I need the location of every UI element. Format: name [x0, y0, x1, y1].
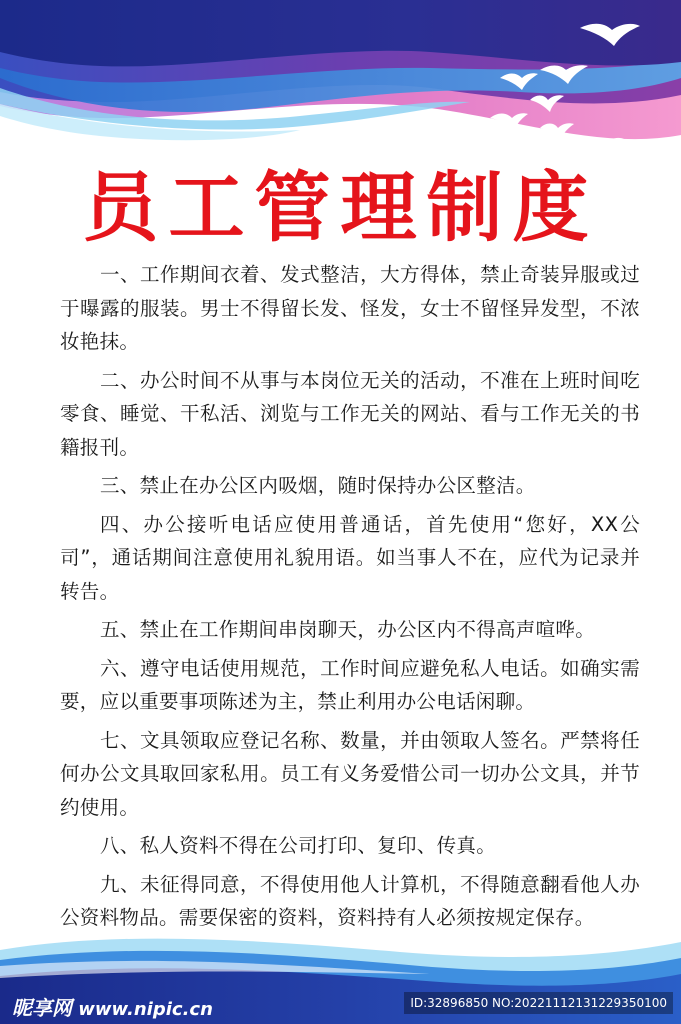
rule-item: 一、工作期间衣着、发式整洁，大方得体，禁止奇装异服或过于曝露的服装。男士不得留长发、怪发，女士不留怪异发型，不浓妆艳抹。	[60, 263, 640, 353]
rule-item: 七、文具领取应登记名称、数量，并由领取人签名。严禁将任何办公文具取回家私用。员工有义务爱惜公司一切办公文具，并节约使用。	[60, 728, 640, 819]
rule-item: 九、未征得同意，不得使用他人计算机，不得随意翻看他人办公资料物品。需要保密的资料，资料持有人必须按规定保存。	[60, 872, 640, 929]
watermark-logo-url: www.nipic.cn	[78, 999, 213, 1020]
rules-list	[60, 258, 640, 940]
rule-item: 四、办公接听电话应使用普通话，首先使用“您好，XX公司”，通话期间注意使用礼貌用语。如当事人不在，应代为记录并转告。	[60, 512, 640, 603]
rule-item: 五、禁止在工作期间串岗聊天，办公区内不得高声喧哗。	[100, 618, 596, 641]
rule-item: 八、私人资料不得在公司打印、复印、传真。	[100, 834, 497, 857]
watermark-id: ID:32896850 NO:20221112131229350100	[404, 992, 673, 1014]
watermark-logo-cn: 昵享网	[12, 996, 72, 1020]
rule-item: 二、办公时间不从事与本岗位无关的活动，不准在上班时间吃零食、睡觉、干私活、浏览与工作无关的网站、看与工作无关的书籍报刊。	[60, 368, 640, 459]
page-title: 员工管理制度	[82, 163, 599, 252]
watermark-logo	[12, 992, 213, 1021]
rule-item: 六、遵守电话使用规范，工作时间应避免私人电话。如确实需要，应以重要事项陈述为主，禁止利用办公电话闲聊。	[60, 656, 640, 713]
rule-item: 三、禁止在办公区内吸烟，随时保持办公区整洁。	[100, 474, 536, 497]
